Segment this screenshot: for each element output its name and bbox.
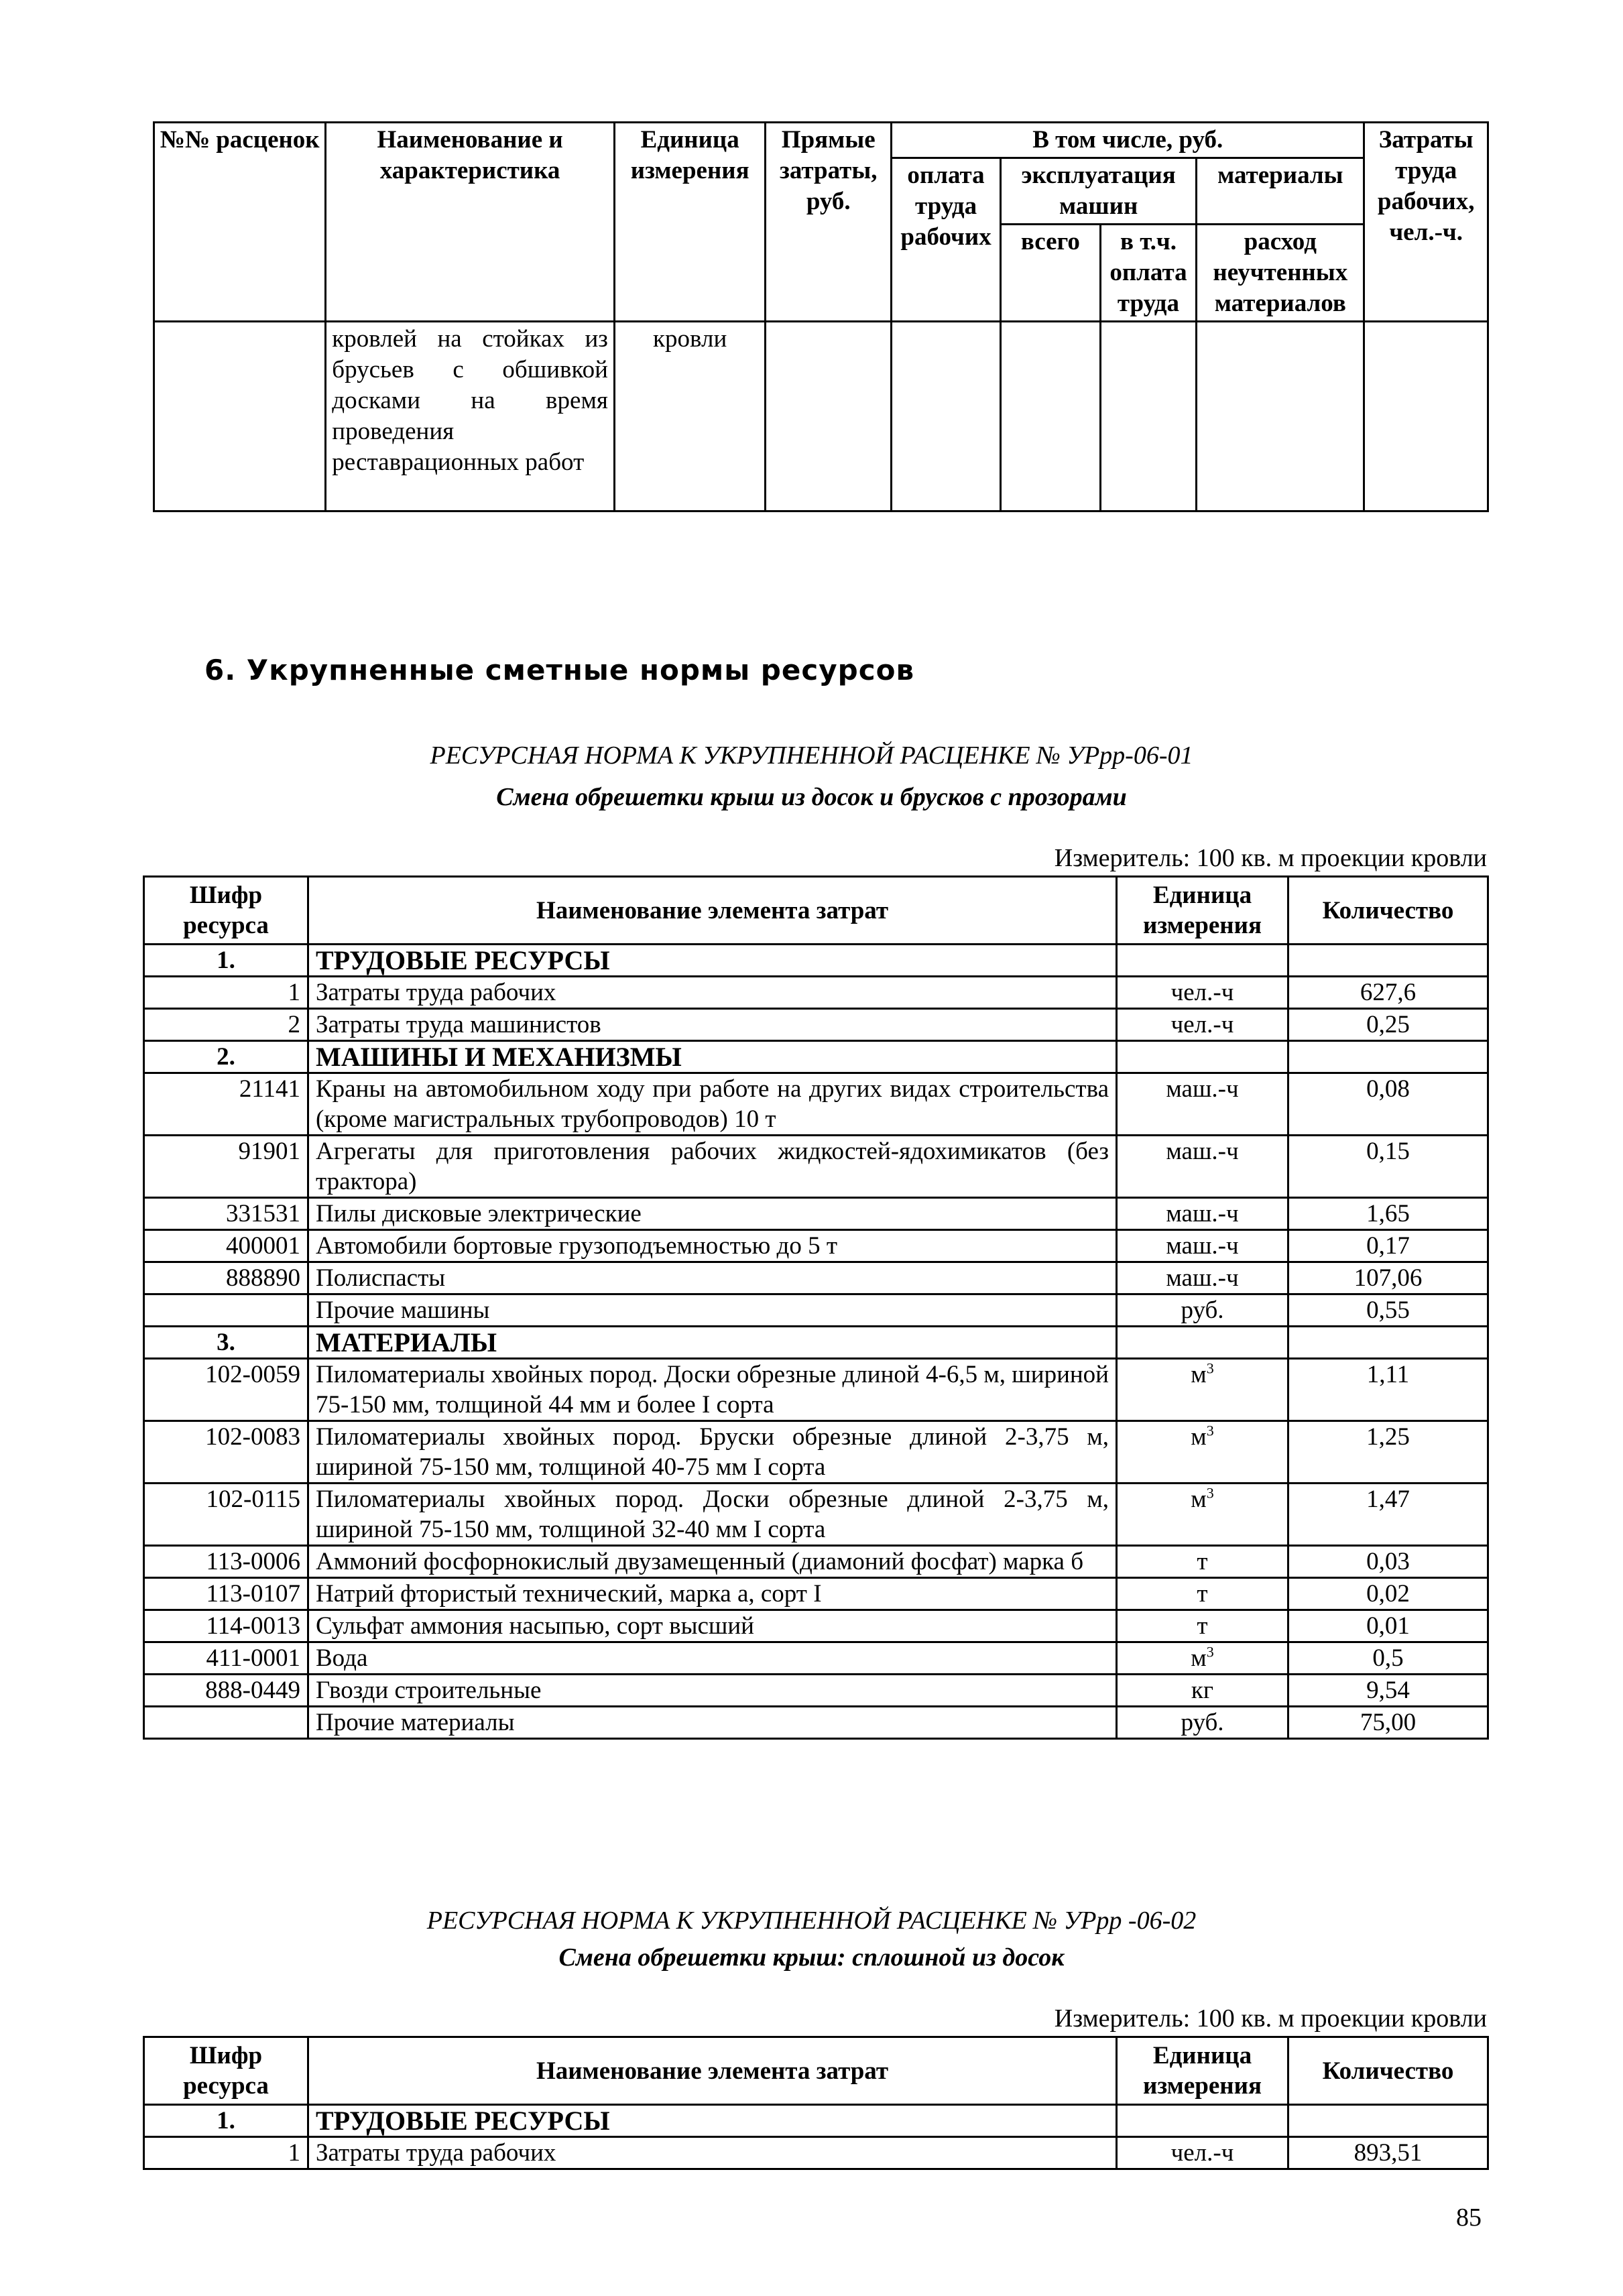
header-cost-element: Наименование элемента затрат (308, 2037, 1117, 2105)
cell-cost-element: Вода (308, 1642, 1117, 1675)
cell-direct (766, 322, 892, 511)
unit-text: маш.-ч (1166, 1264, 1239, 1292)
cell-quantity: 0,25 (1288, 1009, 1488, 1041)
cell-unit (1117, 1294, 1288, 1327)
cell-quantity: 0,03 (1288, 1546, 1488, 1578)
unit-text: т (1197, 1548, 1208, 1575)
cell-resource-code (144, 1294, 308, 1327)
unit-text: маш.-ч (1166, 1075, 1239, 1103)
cell-unit (1117, 945, 1288, 977)
header-quantity: Количество (1288, 877, 1488, 945)
cell-resource-code: 102-0083 (144, 1421, 308, 1484)
header-materials: материалы (1197, 158, 1364, 225)
cell-unit (1117, 1675, 1288, 1707)
cell-resource-code: 1 (144, 2137, 308, 2169)
header-labor-pay: оплата труда рабочих (892, 158, 1001, 322)
header-code: №№ расценок (154, 123, 326, 322)
unit-text: чел.-ч (1170, 979, 1234, 1006)
norm-meter: Измеритель: 100 кв. м проекции кровли (1054, 2004, 1487, 2033)
cell-unit (1117, 1136, 1288, 1198)
cell-cost-element: Агрегаты для приготовления рабочих жидкостей-ядохимикатов (без трактора) (308, 1136, 1117, 1198)
cell-cost-element: Затраты труда рабочих (308, 977, 1117, 1009)
header-cost-element: Наименование элемента затрат (308, 877, 1117, 945)
norm-title: РЕСУРСНАЯ НОРМА К УКРУПНЕННОЙ РАСЦЕНКЕ № УРрр -06-02 (426, 1907, 1197, 1935)
section-label: ТРУДОВЫЕ РЕСУРСЫ (308, 2105, 1117, 2137)
cell-quantity (1288, 945, 1488, 977)
unit-text: маш.-ч (1166, 1200, 1239, 1227)
cell-name: кровлей на стойках из брусьев с обшивкой досками на время проведения реставрационных работ (326, 322, 615, 511)
resource-table (143, 2036, 1489, 2170)
header-labor-hours: Затраты труда рабочих, чел.-ч. (1364, 123, 1488, 322)
cell-unit: кровли (614, 322, 766, 511)
cell-quantity (1288, 1327, 1488, 1359)
section-heading: 6. Укрупненные сметные нормы ресурсов (204, 654, 915, 686)
cell-machines-total (1001, 322, 1101, 511)
header-machines: эксплуатация машин (1001, 158, 1197, 225)
unit-exponent: 3 (1206, 1422, 1214, 1439)
cell-cost-element: Пилы дисковые электрические (308, 1198, 1117, 1230)
cell-quantity: 107,06 (1288, 1262, 1488, 1294)
page-number: 85 (1456, 2203, 1482, 2232)
resource-table (143, 875, 1489, 1740)
table-row (144, 977, 1488, 1009)
norm-meter: Измеритель: 100 кв. м проекции кровли (1054, 844, 1487, 872)
unit-text: т (1197, 1612, 1208, 1640)
unit-text: м (1191, 1423, 1207, 1451)
cell-quantity: 0,15 (1288, 1136, 1488, 1198)
table-row (144, 1294, 1488, 1327)
cell-cost-element: Пиломатериалы хвойных пород. Доски обрезные длиной 2-3,75 м, шириной 75-150 мм, толщиной 32-40 мм I сорта (308, 1484, 1117, 1546)
unit-text: руб. (1181, 1709, 1224, 1736)
section-label: МАШИНЫ И МЕХАНИЗМЫ (308, 1041, 1117, 1073)
cell-cost-element: Аммоний фосфорнокислый двузамещенный (диамоний фосфат) марка б (308, 1546, 1117, 1578)
cell-unit (1117, 1484, 1288, 1546)
cell-cost-element: Натрий фтористый технический, марка а, сорт I (308, 1578, 1117, 1610)
cell-quantity: 893,51 (1288, 2137, 1488, 2169)
cell-cost-element: Полиспасты (308, 1262, 1117, 1294)
cell-quantity: 1,25 (1288, 1421, 1488, 1484)
cell-cost-element: Гвозди строительные (308, 1675, 1117, 1707)
cell-materials (1197, 322, 1364, 511)
cell-resource-code (144, 1707, 308, 1739)
cell-unit (1117, 1327, 1288, 1359)
unit-text: чел.-ч (1170, 1011, 1234, 1038)
cell-cost-element: Прочие материалы (308, 1707, 1117, 1739)
cell-quantity: 0,5 (1288, 1642, 1488, 1675)
header-machines-total: всего (1001, 225, 1101, 322)
table-row (144, 1707, 1488, 1739)
norm-title: РЕСУРСНАЯ НОРМА К УКРУПНЕННОЙ РАСЦЕНКЕ № УРрр-06-01 (430, 741, 1193, 770)
header-including: В том числе, руб. (892, 123, 1364, 158)
cell-resource-code: 113-0107 (144, 1578, 308, 1610)
table-row (144, 1578, 1488, 1610)
unit-text: маш.-ч (1166, 1232, 1239, 1260)
cell-resource-code: 888890 (144, 1262, 308, 1294)
cell-unit (1117, 1610, 1288, 1642)
table-row (144, 1073, 1488, 1136)
cell-unit (1117, 2105, 1288, 2137)
table-row (144, 1009, 1488, 1041)
section-label: ТРУДОВЫЕ РЕСУРСЫ (308, 945, 1117, 977)
cell-quantity: 1,11 (1288, 1359, 1488, 1421)
table-row (144, 1610, 1488, 1642)
unit-text: т (1197, 1580, 1208, 1608)
cell-resource-code: 113-0006 (144, 1546, 308, 1578)
table-row (144, 1642, 1488, 1675)
cell-labor-pay (892, 322, 1001, 511)
table-row (144, 2105, 1488, 2137)
cell-quantity: 0,55 (1288, 1294, 1488, 1327)
unit-text: кг (1191, 1677, 1214, 1704)
cell-resource-code: 21141 (144, 1073, 308, 1136)
cell-labor-hours (1364, 322, 1488, 511)
cell-resource-code: 102-0059 (144, 1359, 308, 1421)
cell-unit (1117, 1041, 1288, 1073)
cell-quantity: 75,00 (1288, 1707, 1488, 1739)
unit-text: маш.-ч (1166, 1138, 1239, 1165)
header-unit: Единица измерения (614, 123, 766, 322)
cell-resource-code: 114-0013 (144, 1610, 308, 1642)
table-row (144, 2137, 1488, 2169)
cell-quantity: 1,65 (1288, 1198, 1488, 1230)
cell-resource-code: 888-0449 (144, 1675, 308, 1707)
unit-text: руб. (1181, 1296, 1224, 1324)
section-label: МАТЕРИАЛЫ (308, 1327, 1117, 1359)
unit-text: м (1191, 1361, 1207, 1388)
cell-unit (1117, 1642, 1288, 1675)
cell-quantity: 9,54 (1288, 1675, 1488, 1707)
table-row (144, 1546, 1488, 1578)
cell-quantity: 0,17 (1288, 1230, 1488, 1262)
cell-resource-code: 1. (144, 945, 308, 977)
header-direct-costs: Прямые затраты, руб. (766, 123, 892, 322)
cell-unit (1117, 1359, 1288, 1421)
unit-text: чел.-ч (1170, 2139, 1234, 2167)
unit-exponent: 3 (1206, 1360, 1214, 1377)
cell-cost-element: Автомобили бортовые грузоподъемностью до 5 т (308, 1230, 1117, 1262)
table-row (144, 1198, 1488, 1230)
cell-unit (1117, 977, 1288, 1009)
cell-resource-code: 1 (144, 977, 308, 1009)
norm-subtitle: Смена обрешетки крыш: сплошной из досок (558, 1943, 1065, 1972)
cell-cost-element: Прочие машины (308, 1294, 1117, 1327)
cell-unit (1117, 1421, 1288, 1484)
unit-exponent: 3 (1206, 1484, 1214, 1502)
cell-unit (1117, 1009, 1288, 1041)
cell-resource-code: 3. (144, 1327, 308, 1359)
cell-cost-element: Сульфат аммония насыпью, сорт высший (308, 1610, 1117, 1642)
cell-machines-labor (1100, 322, 1197, 511)
cell-code (154, 322, 326, 511)
cell-cost-element: Затраты труда рабочих (308, 2137, 1117, 2169)
cell-resource-code: 102-0115 (144, 1484, 308, 1546)
table-row (144, 1041, 1488, 1073)
cell-unit (1117, 1546, 1288, 1578)
cell-quantity (1288, 2105, 1488, 2137)
cell-unit (1117, 1707, 1288, 1739)
cell-quantity: 0,02 (1288, 1578, 1488, 1610)
cell-resource-code: 411-0001 (144, 1642, 308, 1675)
table-row (144, 945, 1488, 977)
cell-unit (1117, 1198, 1288, 1230)
header-quantity: Количество (1288, 2037, 1488, 2105)
unit-exponent: 3 (1206, 1643, 1214, 1660)
cell-quantity: 1,47 (1288, 1484, 1488, 1546)
header-resource-code: Шифр ресурса (144, 2037, 308, 2105)
table-row (154, 322, 1488, 511)
cell-resource-code: 1. (144, 2105, 308, 2137)
cell-resource-code: 91901 (144, 1136, 308, 1198)
cell-unit (1117, 2137, 1288, 2169)
header-name: Наименование и характеристика (326, 123, 615, 322)
cell-resource-code: 2. (144, 1041, 308, 1073)
norm-subtitle: Смена обрешетки крыш из досок и брусков с прозорами (496, 783, 1127, 811)
cell-quantity: 0,08 (1288, 1073, 1488, 1136)
unit-text: м (1191, 1644, 1207, 1672)
cell-unit (1117, 1262, 1288, 1294)
header-machines-labor: в т.ч. оплата труда (1100, 225, 1197, 322)
cell-cost-element: Пиломатериалы хвойных пород. Бруски обрезные длиной 2-3,75 м, шириной 75-150 мм, толщиной 40-75 мм I сорта (308, 1421, 1117, 1484)
cell-resource-code: 331531 (144, 1198, 308, 1230)
cell-cost-element: Пиломатериалы хвойных пород. Доски обрезные длиной 4-6,5 м, шириной 75-150 мм, толщиной 44 мм и более I сорта (308, 1359, 1117, 1421)
unit-text: м (1191, 1486, 1207, 1513)
cell-resource-code: 400001 (144, 1230, 308, 1262)
table-row (144, 1136, 1488, 1198)
table-row (144, 1230, 1488, 1262)
header-unit: Единица измерения (1117, 2037, 1288, 2105)
table-row (144, 1359, 1488, 1421)
cell-cost-element: Затраты труда машинистов (308, 1009, 1117, 1041)
cell-cost-element: Краны на автомобильном ходу при работе на других видах строительства (кроме магистральных трубопроводов) 10 т (308, 1073, 1117, 1136)
table-row (144, 1327, 1488, 1359)
cell-quantity: 0,01 (1288, 1610, 1488, 1642)
header-unit: Единица измерения (1117, 877, 1288, 945)
cell-unit (1117, 1578, 1288, 1610)
header-unaccounted-materials: расход неучтенных материалов (1197, 225, 1364, 322)
price-table (153, 121, 1489, 512)
table-row (144, 1484, 1488, 1546)
table-row (144, 1421, 1488, 1484)
cell-unit (1117, 1073, 1288, 1136)
cell-resource-code: 2 (144, 1009, 308, 1041)
cell-quantity (1288, 1041, 1488, 1073)
table-row (144, 1675, 1488, 1707)
cell-quantity: 627,6 (1288, 977, 1488, 1009)
header-resource-code: Шифр ресурса (144, 877, 308, 945)
cell-unit (1117, 1230, 1288, 1262)
table-row (144, 1262, 1488, 1294)
